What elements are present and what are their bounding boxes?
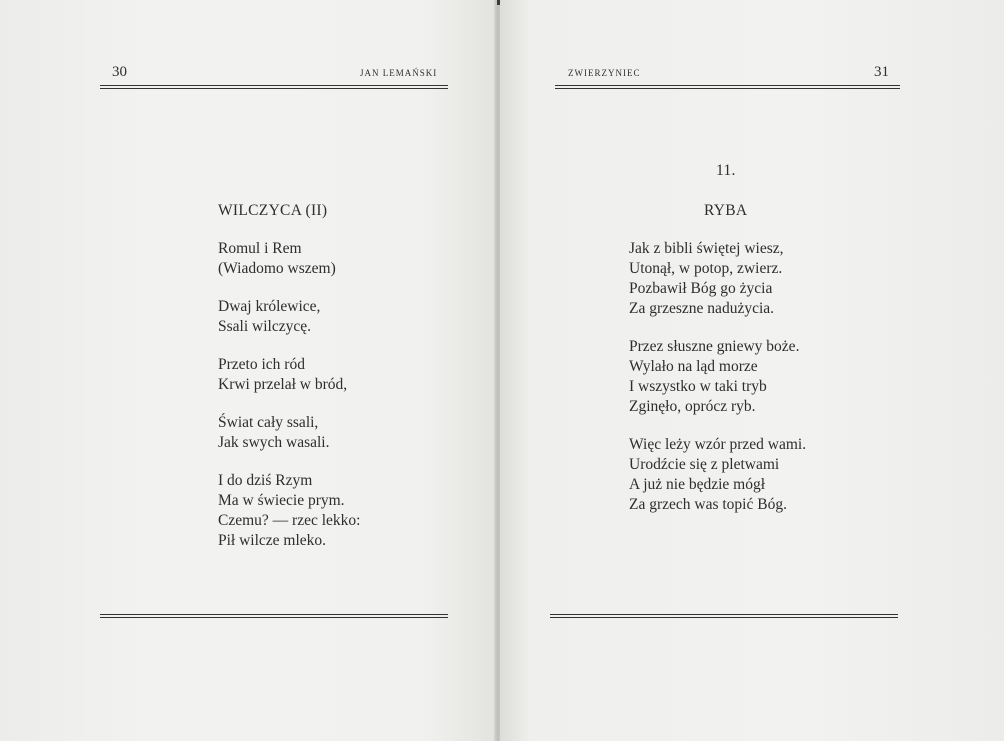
- poem-line: Pozbawił Bóg go życia: [629, 280, 773, 297]
- left-page: [0, 0, 498, 741]
- poem-title: RYBA: [704, 202, 748, 219]
- header-rule: [100, 85, 448, 89]
- poem-line: (Wiadomo wszem): [218, 260, 336, 277]
- header-rule: [555, 85, 900, 89]
- poem-line: Dwaj królewice,: [218, 298, 321, 315]
- poem-line: I wszystko w taki tryb: [629, 378, 767, 395]
- stanza: [218, 471, 360, 551]
- poem-line: Ma w świecie prym.: [218, 492, 345, 509]
- running-head: JAN LEMAŃSKI: [360, 68, 438, 78]
- stanza: [218, 239, 360, 279]
- poem-line: Czemu? — rzec lekko:: [218, 512, 361, 529]
- footer-rule: [550, 614, 898, 618]
- stanza: [629, 239, 806, 319]
- poem-line: Świat cały ssali,: [218, 414, 319, 431]
- poem-line: Romul i Rem: [218, 240, 302, 257]
- poem-line: Ssali wilczycę.: [218, 318, 311, 335]
- poem-line: Utonął, w potop, zwierz.: [629, 260, 783, 277]
- poem-title: WILCZYCA (II): [218, 202, 328, 219]
- poem-line: Przeto ich ród: [218, 356, 305, 373]
- stanza: [218, 413, 360, 453]
- poem-body: [218, 239, 360, 569]
- poem-line: Krwi przelał w bród,: [218, 376, 348, 393]
- poem-line: Więc leży wzór przed wami.: [629, 436, 807, 453]
- stanza: [218, 355, 360, 395]
- page-number: 31: [874, 64, 889, 80]
- running-head: ZWIERZYNIEC: [568, 68, 641, 78]
- poem-line: Zginęło, oprócz ryb.: [629, 398, 756, 415]
- page-number: 30: [112, 64, 127, 80]
- poem-line: I do dziś Rzym: [218, 472, 313, 489]
- poem-line: Za grzech was topić Bóg.: [629, 496, 787, 513]
- right-page: [500, 0, 1004, 741]
- stanza: [218, 297, 360, 337]
- poem-line: Za grzeszne nadużycia.: [629, 300, 775, 317]
- poem-body: [629, 239, 806, 533]
- stanza: [629, 337, 806, 417]
- poem-line: A już nie będzie mógł: [629, 476, 766, 493]
- poem-line: Urodźcie się z pletwami: [629, 456, 780, 473]
- poem-line: Jak z bibli świętej wiesz,: [629, 240, 784, 257]
- footer-rule: [100, 614, 448, 618]
- poem-line: Przez słuszne gniewy boże.: [629, 338, 800, 355]
- poem-line: Jak swych wasali.: [218, 434, 330, 451]
- poem-line: Wylało na ląd morze: [629, 358, 758, 375]
- poem-number: 11.: [716, 162, 736, 179]
- poem-line: Pił wilcze mleko.: [218, 532, 327, 549]
- stanza: [629, 435, 806, 515]
